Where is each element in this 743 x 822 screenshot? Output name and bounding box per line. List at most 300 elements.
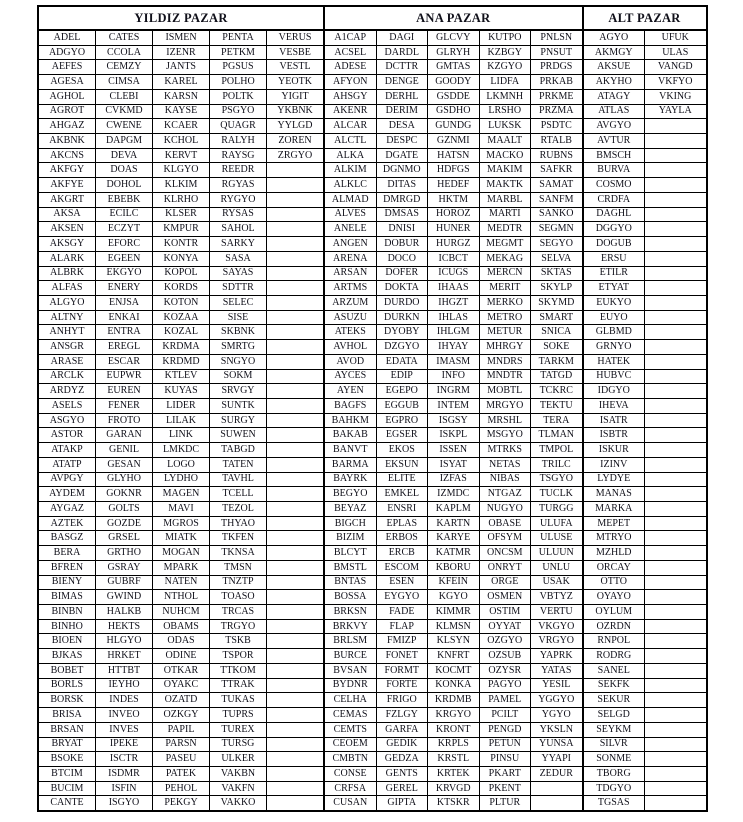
ticker-cell: VAKKO [210,796,267,811]
ticker-cell: AYEN [324,384,376,399]
ticker-row [38,251,324,266]
ticker-row [583,516,707,531]
ticker-cell: KRSTL [428,752,480,767]
ticker-cell: INDES [96,693,153,708]
ticker-row [583,251,707,266]
ticker-cell: FMIZP [376,634,428,649]
ticker-row [324,428,583,443]
ticker-row [38,266,324,281]
ticker-cell: TKNSA [210,546,267,561]
ticker-cell: AKSGY [38,237,96,252]
ticker-cell [267,619,325,634]
ticker-cell: KRVGD [428,781,480,796]
ticker-cell: RGYAS [210,178,267,193]
ticker-cell: ADESE [324,60,376,75]
ticker-row [583,693,707,708]
ticker-cell [645,722,707,737]
ticker-cell: KOZAL [153,325,210,340]
ticker-cell: ECILC [96,207,153,222]
ticker-row [583,45,707,60]
ticker-cell: HATEK [583,354,645,369]
ticker-row [38,384,324,399]
ticker-row [324,119,583,134]
ticker-row [324,443,583,458]
ticker-cell: KCAER [153,119,210,134]
ticker-row [324,251,583,266]
ticker-cell: TCELL [210,487,267,502]
ticker-row [38,663,324,678]
ticker-cell: EDATA [376,354,428,369]
ticker-row [324,398,583,413]
ticker-cell: ULUSE [531,531,583,546]
ticker-cell: CEMTS [324,722,376,737]
ticker-row [324,560,583,575]
ticker-cell [267,384,325,399]
ticker-cell: KARTN [428,516,480,531]
ticker-cell: ERBOS [376,531,428,546]
ticker-cell: EPLAS [376,516,428,531]
ticker-cell: ARZUM [324,295,376,310]
ticker-cell: EKSUN [376,457,428,472]
ticker-cell: OTKAR [153,663,210,678]
ticker-cell: PATEK [153,766,210,781]
ticker-row [38,104,324,119]
ticker-cell: MARBL [479,192,531,207]
ticker-cell [645,443,707,458]
ticker-cell: PAGYO [479,678,531,693]
ticker-cell: CWENE [96,119,153,134]
ticker-row [38,766,324,781]
ticker-cell: GOLTS [96,502,153,517]
ticker-row [38,237,324,252]
ticker-cell: TURGG [531,502,583,517]
ticker-cell: KARSN [153,89,210,104]
ticker-cell: HUBVC [583,369,645,384]
ticker-cell: EBEBK [96,192,153,207]
ticker-cell: BASGZ [38,531,96,546]
ticker-cell: CRDFA [583,192,645,207]
ticker-row [583,30,707,45]
ticker-row [38,75,324,90]
ticker-cell: ICUGS [428,266,480,281]
ticker-cell: BORSK [38,693,96,708]
ticker-cell: TUCLK [531,487,583,502]
ticker-cell: BINHO [38,619,96,634]
ticker-cell: KTSKR [428,796,480,811]
ticker-cell: SKYMD [531,295,583,310]
ticker-cell: SEYKM [583,722,645,737]
ticker-cell: LRSHO [479,104,531,119]
ticker-cell: BARMA [324,457,376,472]
ticker-cell: AVHOL [324,340,376,355]
ticker-cell: DARDL [376,45,428,60]
ticker-cell: TATEN [210,457,267,472]
ticker-cell: QUAGR [210,119,267,134]
ticker-cell: DGGYO [583,222,645,237]
ticker-cell: DOFER [376,266,428,281]
ticker-row [324,192,583,207]
ticker-cell: OZATD [153,693,210,708]
ticker-cell: TMPOL [531,443,583,458]
ticker-cell: LIDER [153,398,210,413]
ticker-cell: NATEN [153,575,210,590]
ticker-cell: TLMAN [531,428,583,443]
ticker-row [583,546,707,561]
ticker-cell: OYLUM [583,605,645,620]
ticker-cell: KLKIM [153,178,210,193]
ticker-cell: CMBTN [324,752,376,767]
ticker-cell: EUPWR [96,369,153,384]
ticker-row [583,281,707,296]
ticker-cell: DURKN [376,310,428,325]
ticker-row [324,310,583,325]
ticker-row [38,134,324,149]
ticker-cell: NUHCM [153,605,210,620]
ticker-cell: MSGYO [479,428,531,443]
ticker-cell: AKFGY [38,163,96,178]
ticker-cell: ISATR [583,413,645,428]
ticker-row [324,325,583,340]
ticker-cell: TARKM [531,354,583,369]
ticker-row [38,192,324,207]
ticker-cell: NIBAS [479,472,531,487]
ticker-cell: EREGL [96,340,153,355]
ticker-cell: ETYAT [583,281,645,296]
ticker-cell [267,222,325,237]
ticker-cell: AKBNK [38,134,96,149]
ana-pazar-table [323,5,584,812]
ticker-cell: ENKAI [96,310,153,325]
ticker-cell: MNDRS [479,354,531,369]
ticker-row [583,722,707,737]
ticker-row [38,413,324,428]
ticker-cell: KRONT [428,722,480,737]
ticker-row [583,502,707,517]
ticker-cell [267,163,325,178]
ticker-cell: TURSG [210,737,267,752]
ticker-cell: DOGUB [583,237,645,252]
ticker-cell: YATAS [531,663,583,678]
ticker-cell: KRDMA [153,340,210,355]
ticker-cell: AGHOL [38,89,96,104]
ticker-cell: TUPRS [210,708,267,723]
ticker-cell: LIDFA [479,75,531,90]
ticker-cell [645,590,707,605]
ticker-cell: TCKRC [531,384,583,399]
ticker-cell: GLYHO [96,472,153,487]
ticker-cell: RYSAS [210,207,267,222]
ticker-cell: HUNER [428,222,480,237]
ticker-cell: BYDNR [324,678,376,693]
ticker-cell [267,502,325,517]
ticker-cell: KMPUR [153,222,210,237]
ticker-cell [645,766,707,781]
ticker-cell: METUR [479,325,531,340]
ticker-row [38,575,324,590]
ticker-row [324,413,583,428]
ticker-row [324,30,583,45]
ticker-cell: BSOKE [38,752,96,767]
ticker-cell: SMRTG [210,340,267,355]
ticker-row [583,590,707,605]
ticker-cell [267,487,325,502]
ticker-cell: SEGYO [531,237,583,252]
ticker-cell: ISYAT [428,457,480,472]
ticker-row [583,531,707,546]
ticker-cell: CRFSA [324,781,376,796]
ticker-row [38,531,324,546]
alt-pazar-header: ALT PAZAR [583,6,707,30]
ticker-row [38,281,324,296]
ticker-cell: SOKE [531,340,583,355]
ticker-cell: MAKIM [479,163,531,178]
ticker-cell: IEYHO [96,678,153,693]
ticker-cell: ANSGR [38,340,96,355]
ticker-cell: ONCSM [479,546,531,561]
ticker-cell: OZRDN [583,619,645,634]
ticker-cell: RAYSG [210,148,267,163]
ticker-row [38,398,324,413]
ticker-cell: AHGAZ [38,119,96,134]
ticker-cell: IHGZT [428,295,480,310]
ticker-cell [267,590,325,605]
alt-pazar-table [582,5,708,812]
ticker-cell: MAGEN [153,487,210,502]
ticker-cell: MAALT [479,134,531,149]
ticker-cell: PINSU [479,752,531,767]
ticker-cell [267,546,325,561]
ticker-cell: RNPOL [583,634,645,649]
ticker-cell: ALCAR [324,119,376,134]
ticker-cell: DCTTR [376,60,428,75]
ticker-cell: EGEPO [376,384,428,399]
ticker-row [38,605,324,620]
ticker-cell: KRPLS [428,737,480,752]
ticker-cell: SILVR [583,737,645,752]
ticker-cell [267,796,325,811]
ticker-cell: VKFYO [645,75,707,90]
ticker-cell [645,207,707,222]
ticker-cell: ANHYT [38,325,96,340]
ticker-row [583,384,707,399]
ticker-cell: AZTEK [38,516,96,531]
ticker-cell: BAGFS [324,398,376,413]
ticker-row [583,60,707,75]
ticker-cell: IZFAS [428,472,480,487]
ticker-row [38,30,324,45]
ticker-cell: PAMEL [479,693,531,708]
ticker-cell: ISSEN [428,443,480,458]
ticker-cell: ISGSY [428,413,480,428]
ticker-cell: BRKSN [324,605,376,620]
ticker-cell: BRLSM [324,634,376,649]
ticker-cell [267,722,325,737]
ticker-cell: ADGYO [38,45,96,60]
ticker-row [38,752,324,767]
ticker-cell: SKYLP [531,281,583,296]
ticker-cell: KRDMD [153,354,210,369]
ticker-row [324,634,583,649]
ticker-row [583,369,707,384]
ticker-cell: BMSCH [583,148,645,163]
ticker-cell: AVGYO [583,119,645,134]
ticker-cell: DAGI [376,30,428,45]
ticker-cell: OBAMS [153,619,210,634]
ticker-cell: ULUFA [531,516,583,531]
ticker-cell: HEKTS [96,619,153,634]
ticker-cell: HRKET [96,649,153,664]
ticker-cell: AVTUR [583,134,645,149]
ticker-cell: ENJSA [96,295,153,310]
ticker-cell: AYGAZ [38,502,96,517]
ticker-cell [531,781,583,796]
ticker-cell: DOBUR [376,237,428,252]
ticker-cell: KLSYN [428,634,480,649]
ticker-cell: IDGYO [583,384,645,399]
ticker-cell: SISE [210,310,267,325]
ticker-cell: MEDTR [479,222,531,237]
ticker-row [583,663,707,678]
ticker-cell: BORLS [38,678,96,693]
ticker-cell [645,178,707,193]
ticker-cell: MOBTL [479,384,531,399]
ticker-row [583,398,707,413]
ticker-cell: KGYO [428,590,480,605]
ticker-cell: PENGD [479,722,531,737]
ticker-cell: ODINE [153,649,210,664]
ticker-cell [267,281,325,296]
ticker-cell: PAPIL [153,722,210,737]
ticker-cell: ENTRA [96,325,153,340]
ticker-cell: FRIGO [376,693,428,708]
ticker-cell: RUBNS [531,148,583,163]
ticker-cell: DENGE [376,75,428,90]
ticker-cell [267,457,325,472]
ticker-cell [645,708,707,723]
ticker-cell [645,502,707,517]
ticker-cell: MERCN [479,266,531,281]
ticker-cell: KERVT [153,148,210,163]
ticker-cell: RYGYO [210,192,267,207]
ticker-cell: ACSEL [324,45,376,60]
ticker-cell: ALFAS [38,281,96,296]
ticker-cell: GRNYO [583,340,645,355]
ticker-cell: ISCTR [96,752,153,767]
ticker-cell: MHRGY [479,340,531,355]
ticker-cell: ETILR [583,266,645,281]
ticker-cell [267,531,325,546]
ticker-cell: TAVHL [210,472,267,487]
ticker-cell: KTLEV [153,369,210,384]
ticker-cell [645,605,707,620]
ticker-cell: SNICA [531,325,583,340]
ticker-cell: VAKBN [210,766,267,781]
ticker-row [324,649,583,664]
ticker-cell: CIMSA [96,75,153,90]
ticker-cell: LILAK [153,413,210,428]
ticker-cell: GSRAY [96,560,153,575]
ticker-cell: EFORC [96,237,153,252]
ticker-row [583,752,707,767]
ticker-row [38,310,324,325]
ticker-cell: YAYLA [645,104,707,119]
ticker-cell [267,207,325,222]
ticker-cell: PNLSN [531,30,583,45]
ticker-cell: VAKFN [210,781,267,796]
ticker-cell: KZGYO [479,60,531,75]
ticker-cell: EGEEN [96,251,153,266]
ticker-row [583,428,707,443]
ticker-cell: YKSLN [531,722,583,737]
ticker-cell: TMSN [210,560,267,575]
ticker-cell: BIZIM [324,531,376,546]
ticker-cell: LINK [153,428,210,443]
ticker-row [583,178,707,193]
ticker-cell: TABGD [210,443,267,458]
ticker-cell: AKCNS [38,148,96,163]
ticker-cell: KAYSE [153,104,210,119]
ticker-cell: EUYO [583,310,645,325]
ticker-cell: ZEDUR [531,766,583,781]
ticker-row [38,708,324,723]
ticker-row [38,325,324,340]
ticker-cell: YESIL [531,678,583,693]
ticker-cell: PCILT [479,708,531,723]
ticker-cell: PRKME [531,89,583,104]
ticker-row [38,178,324,193]
ticker-cell: GOZDE [96,516,153,531]
ticker-cell: NUGYO [479,502,531,517]
ticker-cell [267,251,325,266]
ticker-cell: EGSER [376,428,428,443]
ticker-cell: GEDZA [376,752,428,767]
ticker-cell [645,472,707,487]
ticker-row [583,104,707,119]
ticker-cell: ADEL [38,30,96,45]
ticker-row [324,737,583,752]
ticker-row [324,781,583,796]
ticker-cell: KIMMR [428,605,480,620]
ticker-row [324,207,583,222]
ticker-cell: MEPET [583,516,645,531]
ticker-row [38,678,324,693]
ticker-cell [267,192,325,207]
ticker-cell: BERA [38,546,96,561]
ticker-row [38,148,324,163]
ticker-cell [645,398,707,413]
ticker-cell: KOTON [153,295,210,310]
ticker-cell: ATEKS [324,325,376,340]
ticker-cell: MANAS [583,487,645,502]
ticker-cell: SRVGY [210,384,267,399]
ticker-cell: ORCAY [583,560,645,575]
ticker-cell: GWIND [96,590,153,605]
ticker-cell: DAGHL [583,207,645,222]
ticker-cell: BRKVY [324,619,376,634]
ticker-cell [645,546,707,561]
ticker-cell: BAYRK [324,472,376,487]
ticker-cell: ALBRK [38,266,96,281]
ticker-row [38,354,324,369]
ticker-row [583,207,707,222]
ticker-cell [645,281,707,296]
ticker-cell: VERUS [267,30,325,45]
ticker-row [324,531,583,546]
ticker-cell: ASUZU [324,310,376,325]
ticker-cell: GOKNR [96,487,153,502]
ticker-cell: MERKO [479,295,531,310]
ticker-cell [267,634,325,649]
